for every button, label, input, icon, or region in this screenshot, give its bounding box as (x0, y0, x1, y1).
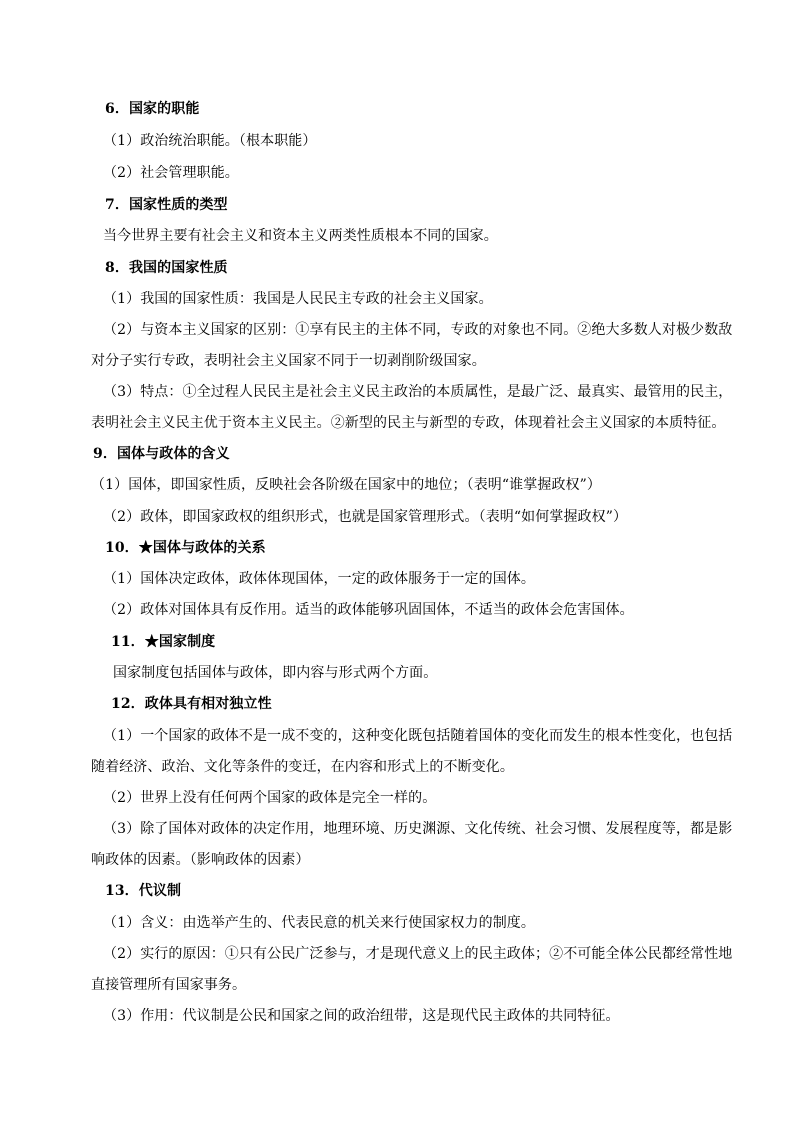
section-heading: 9．国体与政体的含义 (93, 446, 230, 462)
paragraph-line: （3）特点：①全过程人民民主是社会主义民主政治的本质属性，是最广泛、最真实、最管用的民主， (103, 384, 733, 400)
paragraph-line: （1）我国的国家性质：我国是人民民主专政的社会主义国家。 (103, 291, 493, 307)
paragraph-line: （3）作用：代议制是公民和国家之间的政治纽带，这是现代民主政体的共同特征。 (103, 1008, 620, 1024)
section-heading: 11．★国家制度 (111, 634, 216, 650)
paragraph-line: （1）国体决定政体，政体体现国体，一定的政体服务于一定的国体。 (103, 571, 536, 587)
paragraph-line: （2）社会管理职能。 (103, 165, 239, 181)
paragraph-line: （1）含义：由选举产生的、代表民意的机关来行使国家权力的制度。 (103, 915, 536, 931)
paragraph-line: 国家制度包括国体与政体，即内容与形式两个方面。 (113, 665, 438, 681)
section-heading: 7．国家性质的类型 (105, 197, 228, 213)
paragraph-line: 随着经济、政治、文化等条件的变迁，在内容和形式上的不断变化。 (91, 759, 514, 775)
paragraph-line: （1）国体，即国家性质，反映社会各阶级在国家中的地位；（表明“谁掌握政权”） (91, 477, 602, 493)
paragraph-line: （2）世界上没有任何两个国家的政体是完全一样的。 (103, 790, 437, 806)
paragraph-line: （1）政治统治职能。（根本职能） (103, 133, 317, 149)
paragraph-line: （2）与资本主义国家的区别：①享有民主的主体不同，专政的对象也不同。②绝大多数人对极少数敌 (103, 322, 733, 338)
section-heading: 13．代议制 (105, 883, 182, 899)
section-heading: 6．国家的职能 (105, 101, 200, 117)
paragraph-line: 当今世界主要有社会主义和资本主义两类性质根本不同的国家。 (103, 228, 498, 244)
paragraph-line: 表明社会主义民主优于资本主义民主。②新型的民主与新型的专政，体现着社会主义国家的本质特征。 (91, 415, 726, 431)
paragraph-line: （1）一个国家的政体不是一成不变的，这种变化既包括随着国体的变化而发生的根本性变化，也包括 (103, 728, 733, 744)
paragraph-line: （3）除了国体对政体的决定作用，地理环境、历史渊源、文化传统、社会习惯、发展程度等，都是影 (103, 821, 733, 837)
section-heading: 10．★国体与政体的关系 (105, 540, 266, 556)
paragraph-line: （2）政体，即国家政权的组织形式，也就是国家管理形式。（表明“如何掌握政权”） (103, 509, 628, 525)
paragraph-line: 对分子实行专政，表明社会主义国家不同于一切剥削阶级国家。 (91, 353, 486, 369)
paragraph-line: 响政体的因素。（影响政体的因素） (91, 852, 310, 868)
paragraph-line: （2）政体对国体具有反作用。适当的政体能够巩固国体，不适当的政体会危害国体。 (103, 602, 634, 618)
section-heading: 12．政体具有相对独立性 (111, 696, 272, 712)
paragraph-line: （2）实行的原因：①只有公民广泛参与，才是现代意义上的民主政体；②不可能全体公民都经常性地 (103, 946, 733, 962)
paragraph-line: 直接管理所有国家事务。 (91, 977, 247, 993)
section-heading: 8．我国的国家性质 (105, 260, 228, 276)
